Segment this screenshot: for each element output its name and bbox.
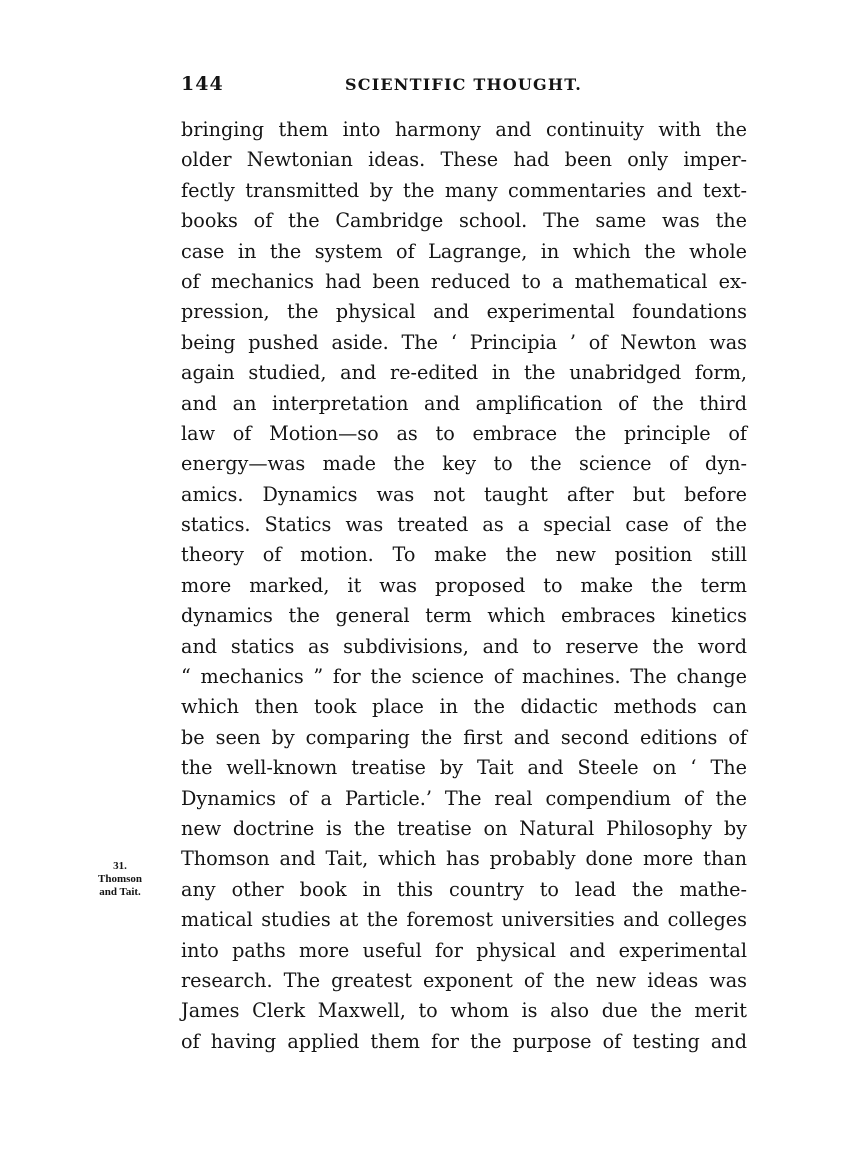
running-title: SCIENTIFIC THOUGHT. [345,75,583,94]
text-line: of mechanics had been reduced to a mathematical ex- [181,269,747,293]
text-line: research. The greatest exponent of the new ideas was [181,968,747,992]
text-line: theory of motion. To make the new position still [181,543,747,567]
text-line: James Clerk Maxwell, to whom is also due the merit [181,999,747,1023]
text-line: be seen by comparing the first and second editions of [181,725,747,749]
text-line: statics. Statics was treated as a special case of the [181,513,747,537]
marginal-note-line-1: Thomson [97,873,143,885]
text-line: energy—was made the key to the science of dyn- [181,452,747,476]
marginal-note-line-2: and Tait. [99,886,141,898]
text-line: amics. Dynamics was not taught after but before [181,482,747,506]
text-line: being pushed aside. The ‘ Principia ’ of Newton was [181,330,747,354]
text-line: matical studies at the foremost universities and colleges [181,908,747,932]
text-line: books of the Cambridge school. The same was the [181,209,747,233]
text-line: into paths more useful for physical and experimental [181,938,747,962]
text-line: Thomson and Tait, which has probably done more than [181,847,747,871]
text-line: dynamics the general term which embraces kinetics [181,604,747,628]
text-line: which then took place in the didactic methods can [181,695,747,719]
text-line: new doctrine is the treatise on Natural Philosophy by [181,816,747,840]
text-line: “ mechanics ” for the science of machines. The change [181,665,747,689]
text-line: of having applied them for the purpose of testing and [181,1029,747,1053]
marginal-note-number: 31. [113,860,127,872]
text-line: case in the system of Lagrange, in which the whole [181,239,747,263]
text-line: the well-known treatise by Tait and Steele on ‘ The [181,756,747,780]
text-line: law of Motion—so as to embrace the principle of [181,421,747,445]
text-line: and statics as subdivisions, and to reserve the word [181,634,747,658]
text-line: more marked, it was proposed to make the term [181,573,747,597]
text-line: bringing them into harmony and continuity with the [181,118,747,141]
text-line: again studied, and re-edited in the unabridged form, [181,361,747,385]
text-line: Dynamics of a Particle.’ The real compendium of the [181,786,747,810]
text-line: and an interpretation and amplification of the third [181,391,747,415]
text-line: pression, the physical and experimental foundations [181,300,747,324]
text-line: fectly transmitted by the many commentaries and text- [181,178,747,202]
marginal-note [84,860,156,899]
text-line: any other book in this country to lead the mathe- [181,877,747,901]
text-line: older Newtonian ideas. These had been only imper- [181,148,747,172]
body-text [181,115,747,1057]
page-number: 144 [181,73,224,95]
